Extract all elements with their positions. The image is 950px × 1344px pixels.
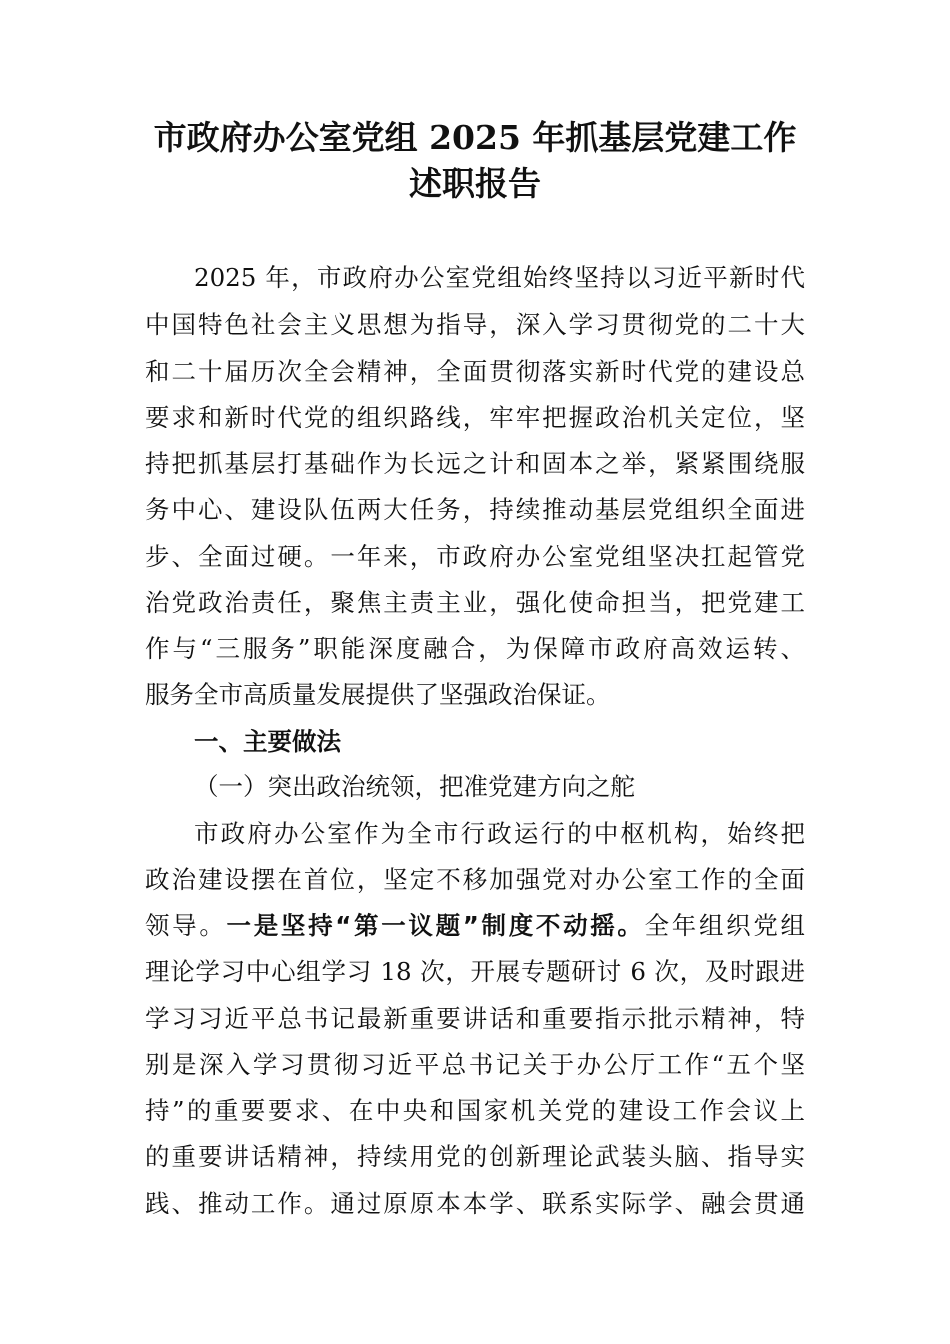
section-heading-main-practices: 一、主要做法 <box>194 727 341 756</box>
para2-line-7: 持”的重要要求、在中央和国家机关党的建设工作会议上 <box>145 1096 805 1125</box>
para2-line-5: 学习习近平总书记最新重要讲话和重要指示批示精神，特 <box>145 1004 805 1033</box>
intro-line-10: 服务全市高质量发展提供了坚强政治保证。 <box>145 680 611 709</box>
intro-line-7: 步、全面过硬。一年来，市政府办公室党组坚决扛起管党 <box>145 542 805 571</box>
subsection-heading-1: （一）突出政治统领，把准党建方向之舵 <box>194 772 635 801</box>
first-agenda-bold-phrase: 一是坚持“第一议题”制度不动摇。 <box>226 911 645 940</box>
para2-line-2: 政治建设摆在首位，坚定不移加强党对办公室工作的全面 <box>145 865 805 894</box>
intro-line-4: 要求和新时代党的组织路线，牢牢把握政治机关定位，坚 <box>145 403 805 432</box>
document-title-line-2: 述职报告 <box>409 164 541 203</box>
para2-line-4: 理论学习中心组学习 18 次，开展专题研讨 6 次，及时跟进 <box>145 957 805 986</box>
para2-line-6: 别是深入学习贯彻习近平总书记关于办公厅工作“五个坚 <box>145 1050 805 1079</box>
intro-line-2: 中国特色社会主义思想为指导，深入学习贯彻党的二十大 <box>145 310 805 339</box>
intro-line-8: 治党政治责任，聚焦主责主业，强化使命担当，把党建工 <box>145 588 805 617</box>
document-title-line-1: 市政府办公室党组 2025 年抓基层党建工作 <box>153 118 797 157</box>
intro-line-3: 和二十届历次全会精神，全面贯彻落实新时代党的建设总 <box>145 357 805 386</box>
para2-line-8: 的重要讲话精神，持续用党的创新理论武装头脑、指导实 <box>145 1142 805 1171</box>
para2-line-9: 践、推动工作。通过原原本本学、联系实际学、融会贯通 <box>145 1189 805 1218</box>
intro-line-1: 2025 年，市政府办公室党组始终坚持以习近平新时代 <box>194 263 805 292</box>
para2-line-3 <box>145 906 805 946</box>
intro-line-5: 持把抓基层打基础作为长远之计和固本之举，紧紧围绕服 <box>145 449 805 478</box>
para2-line-1: 市政府办公室作为全市行政运行的中枢机构，始终把 <box>194 819 805 848</box>
para2-line-3-lead: 领导。 <box>145 911 227 940</box>
intro-line-9: 作与“三服务”职能深度融合，为保障市政府高效运转、 <box>145 634 805 663</box>
para2-line-3-tail: 全年组织党组 <box>644 911 806 940</box>
intro-line-6: 务中心、建设队伍两大任务，持续推动基层党组织全面进 <box>145 495 805 524</box>
